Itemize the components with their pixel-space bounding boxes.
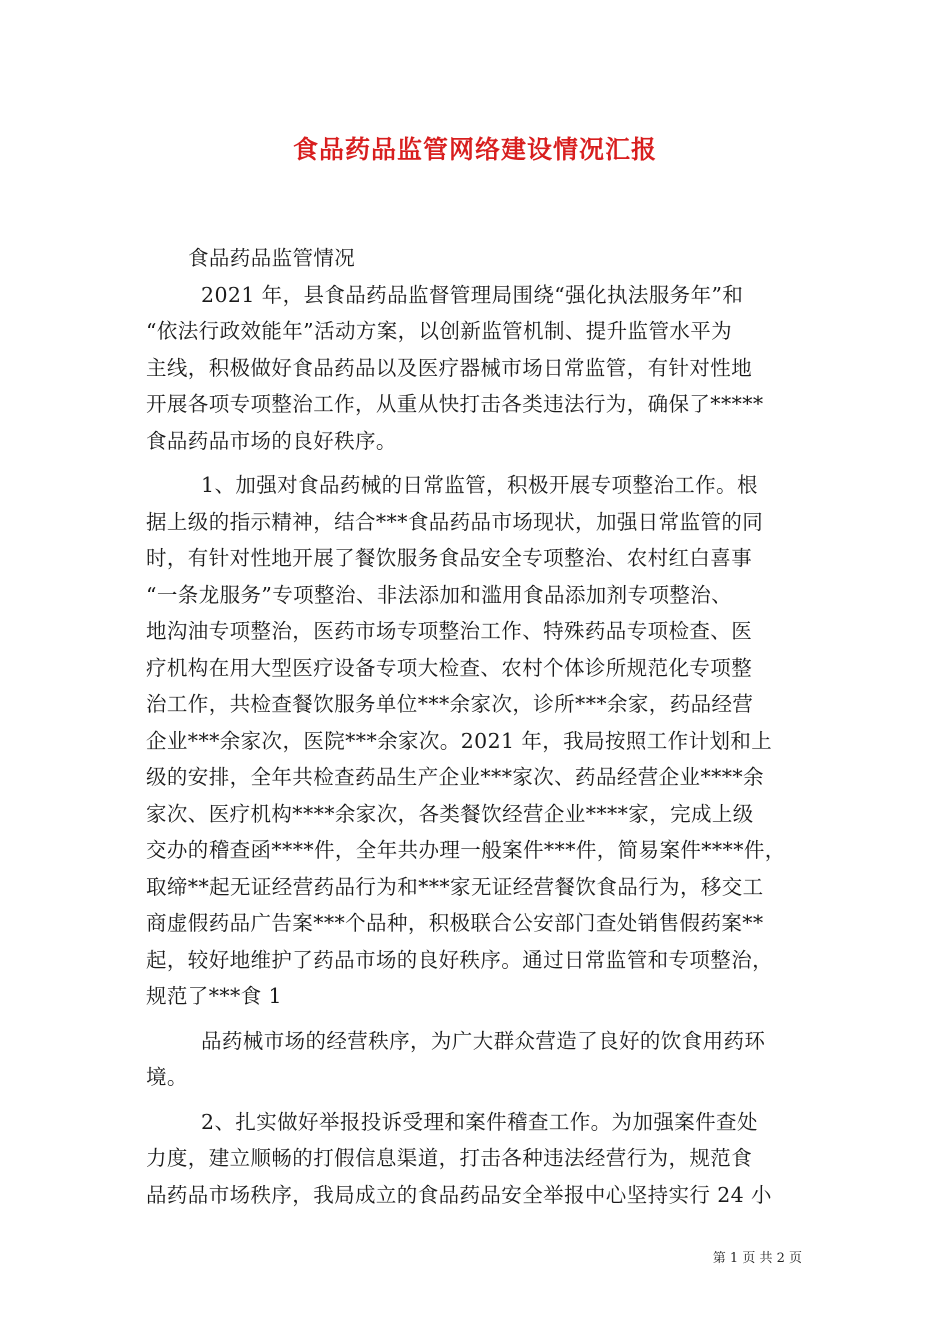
text-line: 2021 年，县食品药品监督管理局围绕“强化执法服务年”和 <box>201 282 744 307</box>
text-line: 2、扎实做好举报投诉受理和案件稽查工作。为加强案件查处 <box>201 1109 758 1134</box>
document-title: 食品药品监管网络建设情况汇报 <box>292 135 657 164</box>
text-line: “依法行政效能年”活动方案，以创新监管机制、提升监管水平为 <box>146 319 733 343</box>
text-line: 治工作，共检查餐饮服务单位***余家次，诊所***余家，药品经营 <box>146 692 754 716</box>
text-line: 疗机构在用大型医疗设备专项大检查、农村个体诊所规范化专项整 <box>146 655 753 680</box>
text-line: 地沟油专项整治，医药市场专项整治工作、特殊药品专项检查、医 <box>146 619 753 643</box>
text-line: 交办的稽查函****件，全年共办理一般案件***件，简易案件****件， <box>146 838 786 862</box>
document-body <box>146 240 810 1213</box>
text-line: 力度，建立顺畅的打假信息渠道，打击各种违法经营行为，规范食 <box>146 1146 753 1170</box>
text-line: 规范了***食 1 <box>146 984 282 1008</box>
text-line: 取缔**起无证经营药品行为和***家无证经营餐饮食品行为，移交工 <box>146 874 764 899</box>
text-line: 境。 <box>146 1065 188 1089</box>
text-line: 起，较好地维护了药品市场的良好秩序。通过日常监管和专项整治， <box>146 947 773 972</box>
paragraph-1 <box>146 277 810 460</box>
text-line: 开展各项专项整治工作，从重从快打击各类违法行为，确保了***** <box>146 392 764 416</box>
text-line: “一条龙服务”专项整治、非法添加和滥用食品添加剂专项整治、 <box>146 582 733 607</box>
text-line: 商虚假药品广告案***个品种，积极联合公安部门查处销售假药案** <box>146 911 764 935</box>
text-line: 品药品市场秩序，我局成立的食品药品安全举报中心坚持实行 24 小 <box>146 1182 772 1207</box>
paragraph-2 <box>146 467 810 1015</box>
text-line: 级的安排，全年共检查药品生产企业***家次、药品经营企业****余 <box>146 765 764 789</box>
text-line: 家次、医疗机构****余家次，各类餐饮经营企业****家，完成上级 <box>146 801 754 826</box>
text-line: 食品药品市场的良好秩序。 <box>146 428 397 453</box>
section-heading: 食品药品监管情况 <box>188 246 356 270</box>
text-line: 企业***余家次，医院***余家次。2021 年，我局按照工作计划和上 <box>146 728 773 753</box>
text-line: 据上级的指示精神，结合***食品药品市场现状，加强日常监管的同 <box>146 509 764 534</box>
page-indicator: 第 1 页 共 2 页 <box>712 1251 802 1266</box>
text-line: 时，有针对性地开展了餐饮服务食品安全专项整治、农村红白喜事 <box>146 546 753 570</box>
text-line: 主线，积极做好食品药品以及医疗器械市场日常监管，有针对性地 <box>146 355 753 380</box>
paragraph-4 <box>146 1104 810 1214</box>
text-line: 品药械市场的经营秩序，为广大群众营造了良好的饮食用药环 <box>201 1028 766 1053</box>
text-line: 1、加强对食品药械的日常监管，积极开展专项整治工作。根 <box>201 473 758 497</box>
paragraph-3 <box>146 1023 810 1096</box>
